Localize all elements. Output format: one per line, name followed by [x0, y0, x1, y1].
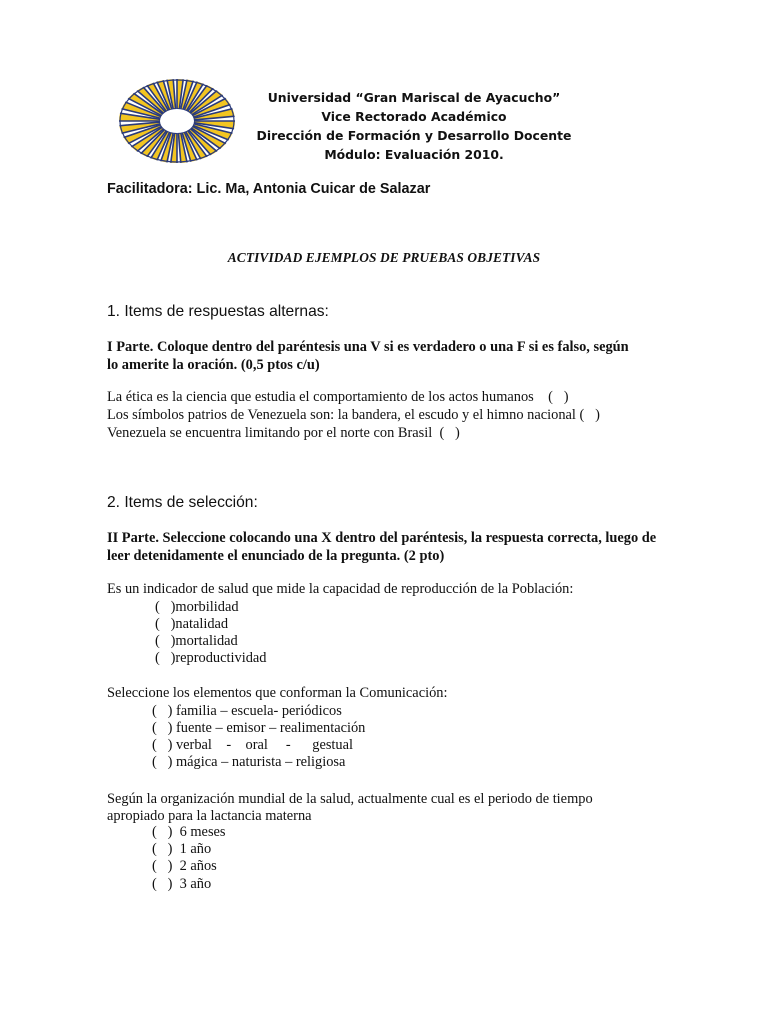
statement-1: La ética es la ciencia que estudia el comportamiento de los actos humanos ( )	[107, 389, 569, 405]
section1-instruction	[107, 338, 697, 374]
section1-title: 1. Items de respuestas alternas:	[107, 303, 329, 320]
question-3-text-line1: Según la organización mundial de la salud, actualmente cual es el periodo de tiempo	[107, 791, 593, 807]
question-3-option-4[interactable]: ( ) 3 año	[152, 876, 212, 892]
logo-center	[160, 109, 194, 133]
university-logo	[118, 78, 236, 164]
module-name: Módulo: Evaluación 2010.	[324, 147, 504, 162]
question-1-option-1[interactable]: ( )morbilidad	[155, 599, 239, 615]
section1-instruction-line2: lo amerite la oración. (0,5 ptos c/u)	[107, 357, 320, 373]
question-1-option-4[interactable]: ( )reproductividad	[155, 650, 267, 666]
direction-name: Dirección de Formación y Desarrollo Docente	[256, 128, 572, 143]
question-3-option-1[interactable]: ( ) 6 meses	[152, 824, 226, 840]
university-name: Universidad “Gran Mariscal de Ayacucho”	[267, 90, 561, 105]
question-2-option-1[interactable]: ( ) familia – escuela- periódicos	[152, 703, 342, 719]
section2-instruction-line2: leer detenidamente el enunciado de la pregunta. (2 pto)	[107, 548, 445, 564]
question-3-text-line2: apropiado para la lactancia materna	[107, 808, 312, 824]
question-2-option-2[interactable]: ( ) fuente – emisor – realimentación	[152, 720, 366, 736]
question-1-text: Es un indicador de salud que mide la capacidad de reproducción de la Población:	[107, 581, 574, 597]
facilitator-line: Facilitadora: Lic. Ma, Antonia Cuicar de Salazar	[107, 181, 431, 197]
vice-rectorate: Vice Rectorado Académico	[321, 109, 507, 124]
question-2-option-4[interactable]: ( ) mágica – naturista – religiosa	[152, 754, 346, 770]
statement-3: Venezuela se encuentra limitando por el norte con Brasil ( )	[107, 425, 460, 441]
question-2-option-3[interactable]: ( ) verbal - oral - gestual	[152, 737, 354, 753]
question-2-text: Seleccione los elementos que conforman la Comunicación:	[107, 685, 448, 701]
question-3-option-3[interactable]: ( ) 2 años	[152, 858, 217, 874]
section2-instruction	[107, 529, 697, 565]
section1-instruction-line1: I Parte. Coloque dentro del paréntesis una V si es verdadero o una F si es falso, según	[107, 339, 629, 355]
question-3-option-2[interactable]: ( ) 1 año	[152, 841, 212, 857]
question-1-option-2[interactable]: ( )natalidad	[155, 616, 229, 632]
activity-title: ACTIVIDAD EJEMPLOS DE PRUEBAS OBJETIVAS	[227, 250, 541, 265]
question-1-option-3[interactable]: ( )mortalidad	[155, 633, 238, 649]
section2-title: 2. Items de selección:	[107, 494, 258, 511]
section2-instruction-line1: II Parte. Seleccione colocando una X dentro del paréntesis, la respuesta correcta, luego de	[107, 530, 657, 546]
statement-2: Los símbolos patrios de Venezuela son: la bandera, el escudo y el himno nacional ( )	[107, 407, 600, 423]
institution-header	[230, 88, 598, 164]
